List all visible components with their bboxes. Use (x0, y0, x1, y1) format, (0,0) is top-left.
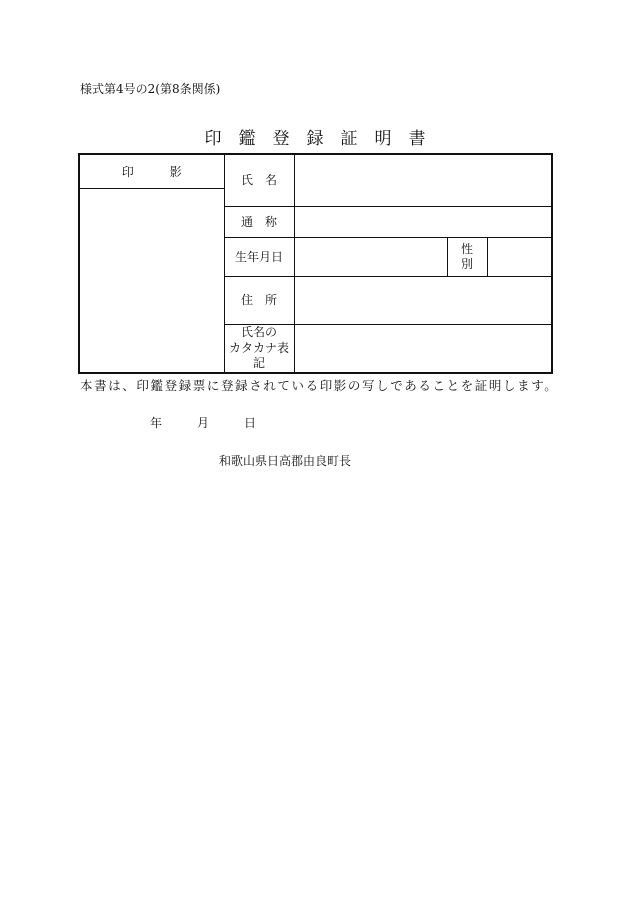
certification-statement: 本書は、印鑑登録票に登録されている印影の写しであることを証明します。 (80, 378, 559, 393)
address-value (294, 277, 552, 325)
name-value (294, 154, 552, 207)
gender-label (447, 238, 487, 277)
title-char: 印 (204, 129, 222, 149)
katakana-label-line1: 氏名の (240, 325, 277, 339)
form-number: 様式第4号の2(第8条関係) (80, 82, 221, 96)
date-month: 月 (197, 416, 210, 430)
alias-label: 通 称 (224, 207, 294, 238)
gender-value (487, 238, 552, 277)
title-char: 登 (272, 129, 290, 149)
seal-header (79, 154, 224, 189)
issuer-name: 和歌山県日高郡由良町長 (219, 454, 352, 468)
title-char: 録 (306, 129, 324, 149)
katakana-value (294, 325, 552, 373)
document-title (196, 124, 436, 149)
name-label: 氏 名 (224, 154, 294, 207)
katakana-label-line2: カタカナ表記 (228, 340, 289, 371)
birthdate-label: 生年月日 (224, 238, 294, 277)
address-label: 住 所 (224, 277, 294, 325)
title-char: 書 (408, 129, 426, 149)
birthdate-value (294, 238, 447, 277)
seal-header-left: 印 (121, 165, 134, 179)
seal-header-right: 影 (169, 165, 182, 179)
title-char: 明 (374, 129, 392, 149)
title-char: 鑑 (238, 129, 256, 149)
title-char: 証 (340, 129, 358, 149)
katakana-label (224, 325, 294, 373)
gender-label-line1: 性 (460, 242, 473, 256)
certificate-table (78, 153, 553, 374)
seal-impression-area (79, 189, 224, 373)
alias-value (294, 207, 552, 238)
gender-label-line2: 別 (460, 257, 473, 271)
date-day: 日 (244, 416, 257, 430)
date-year: 年 (150, 416, 163, 430)
